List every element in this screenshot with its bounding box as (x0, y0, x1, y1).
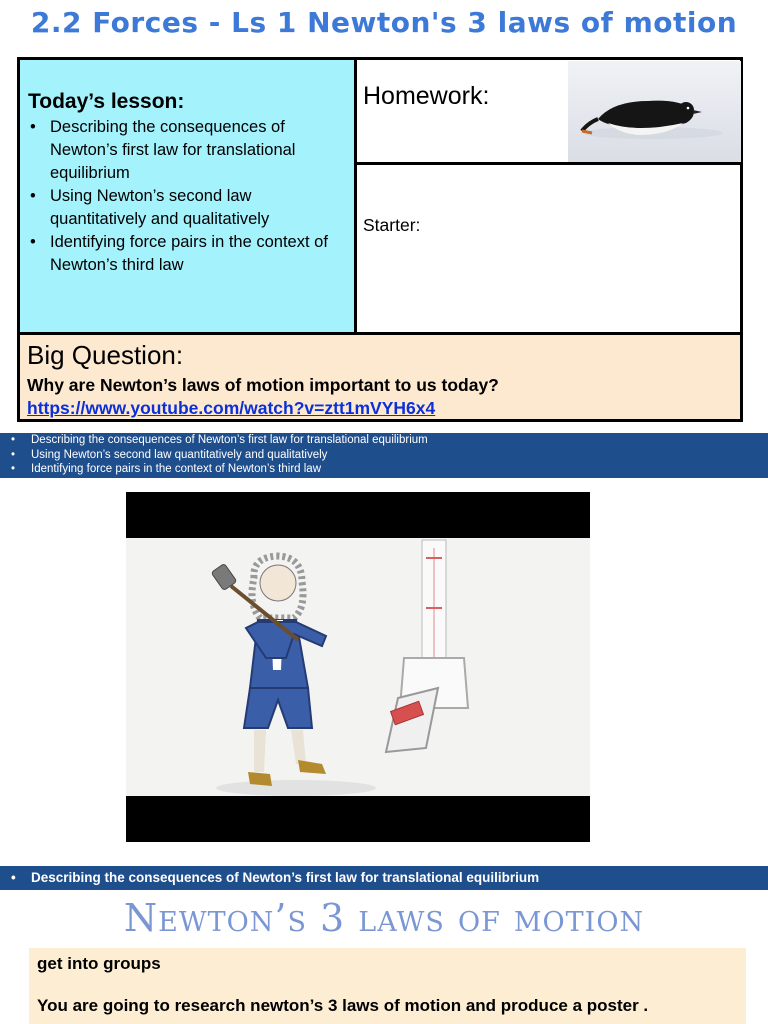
objective-item: • Using Newton’s second law quantitatively and qualitatively (0, 448, 768, 463)
video-player[interactable] (126, 492, 590, 842)
list-item: • Identifying force pairs in the context of Newton’s third law (28, 231, 346, 277)
task-panel (29, 948, 746, 1024)
homework-panel (354, 57, 743, 165)
objectives-bar (0, 433, 768, 478)
homework-label: Homework: (363, 82, 490, 110)
big-question-heading: Big Question: (27, 340, 184, 370)
objective-item: • Identifying force pairs in the context of Newton’s third law (0, 462, 768, 477)
list-item: • Using Newton’s second law quantitatively and qualitatively (28, 185, 346, 231)
section-heading: Newton’s 3 laws of motion (123, 896, 645, 940)
objective-bar-single (0, 866, 768, 890)
youtube-link[interactable]: https://www.youtube.com/watch?v=ztt1mVYH6x4 (27, 398, 436, 418)
todays-lesson-panel (17, 57, 357, 335)
video-frame (126, 538, 590, 796)
big-question-panel (17, 332, 743, 422)
objective-item: • Describing the consequences of Newton’s first law for translational equilibrium (0, 866, 768, 890)
objective-item: • Describing the consequences of Newton’s first law for translational equilibrium (0, 433, 768, 448)
starter-label: Starter: (363, 215, 421, 235)
starter-panel (354, 162, 743, 335)
lesson-objectives-list (28, 116, 346, 277)
page-title: 2.2 Forces - Ls 1 Newton's 3 laws of motion (30, 6, 738, 39)
task-line-2: You are going to research newton’s 3 laws of motion and produce a poster . (37, 996, 649, 1015)
big-question-text: Why are Newton’s laws of motion important to us today? (27, 375, 499, 395)
todays-lesson-heading: Today’s lesson: (28, 90, 185, 113)
penguin-photo (568, 61, 741, 165)
task-line-1: get into groups (37, 954, 161, 973)
list-item: • Describing the consequences of Newton’s first law for translational equilibrium (28, 116, 346, 185)
